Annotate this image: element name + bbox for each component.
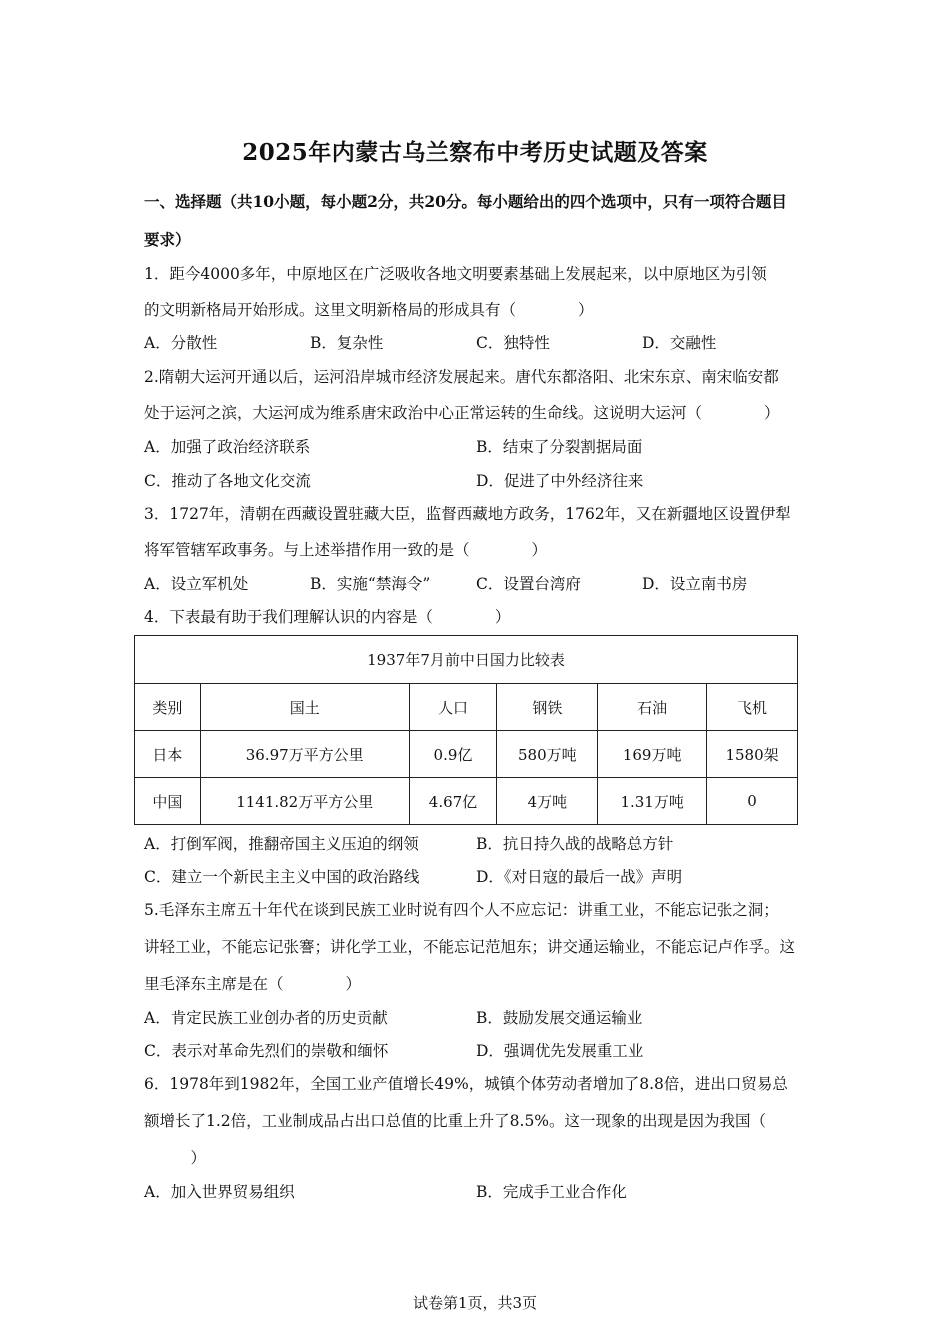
q2-option-d: D．促进了中外经济往来	[476, 472, 644, 490]
q5-stem-line1: 5.毛泽东主席五十年代在谈到民族工业时说有四个人不应忘记：讲重工业，不能忘记张之洞；	[144, 901, 779, 919]
q3-stem-line1: 3．1727年，清朝在西藏设置驻藏大臣，监督西藏地方政务，1762年，又在新疆地区设置伊犁	[144, 505, 791, 523]
q6-option-b: B．完成手工业合作化	[476, 1183, 627, 1201]
comparison-table	[134, 635, 798, 825]
table-row	[135, 731, 798, 778]
table-cell: 1141.82万平方公里	[200, 778, 409, 825]
table-cell: 中国	[135, 778, 201, 825]
q6-option-a: A．加入世界贸易组织	[144, 1183, 295, 1201]
q1-stem-line2: 的文明新格局开始形成。这里文明新格局的形成具有（ ）	[144, 301, 594, 319]
table-header-cell: 国土	[200, 684, 409, 731]
table-cell: 4万吨	[497, 778, 598, 825]
q2-option-b: B．结束了分裂割据局面	[476, 438, 643, 456]
q2-option-c: C．推动了各地文化交流	[144, 472, 311, 490]
q6-stem-line2: 额增长了1.2倍，工业制成品占出口总值的比重上升了8.5%。这一现象的出现是因为我国（	[144, 1112, 767, 1130]
table-row	[135, 778, 798, 825]
table-cell: 169万吨	[598, 731, 707, 778]
section-heading-line2: 要求）	[144, 230, 191, 249]
q1-option-b: B．复杂性	[310, 334, 384, 352]
section-heading-line1: 一、选择题（共10小题，每小题2分，共20分。每小题给出的四个选项中，只有一项符合题目	[144, 192, 787, 211]
q4-stem-line1: 4．下表最有助于我们理解认识的内容是（ ）	[144, 608, 511, 626]
q4-option-b: B．抗日持久战的战略总方针	[476, 835, 674, 853]
q5-stem-line2: 讲轻工业，不能忘记张謇；讲化学工业，不能忘记范旭东；讲交通运输业，不能忘记卢作孚。这	[144, 938, 796, 956]
page-footer: 试卷第1页，共3页	[412, 1294, 538, 1312]
table-header-cell: 类别	[135, 684, 201, 731]
q2-stem-line2: 处于运河之滨，大运河成为维系唐宋政治中心正常运转的生命线。这说明大运河（ ）	[144, 404, 780, 422]
q2-stem-line1: 2.隋朝大运河开通以后，运河沿岸城市经济发展起来。唐代东都洛阳、北宋东京、南宋临安都	[144, 368, 779, 386]
table-cell: 0.9亿	[409, 731, 497, 778]
q5-stem-line3: 里毛泽东主席是在（ ）	[144, 975, 362, 993]
q6-stem-line1: 6．1978年到1982年，全国工业产值增长49%，城镇个体劳动者增加了8.8倍，进出口贸易总	[144, 1075, 788, 1093]
table-header-cell: 飞机	[707, 684, 798, 731]
q3-option-b: B．实施“禁海令”	[310, 575, 431, 593]
q1-option-a: A．分散性	[144, 334, 218, 352]
q6-stem-line3: ）	[144, 1149, 207, 1167]
q5-option-d: D．强调优先发展重工业	[476, 1042, 644, 1060]
table-header-cell: 钢铁	[497, 684, 598, 731]
table-caption: 1937年7月前中日国力比较表	[135, 636, 798, 684]
q3-stem-line2: 将军管辖军政事务。与上述举措作用一致的是（ ）	[144, 541, 548, 559]
q4-option-a: A．打倒军阀，推翻帝国主义压迫的纲领	[144, 835, 419, 853]
table-header-cell: 人口	[409, 684, 497, 731]
q3-option-c: C．设置台湾府	[476, 575, 581, 593]
page-title: 2025年内蒙古乌兰察布中考历史试题及答案	[242, 139, 708, 166]
table-header-row	[135, 684, 798, 731]
table-cell: 580万吨	[497, 731, 598, 778]
table-cell: 36.97万平方公里	[200, 731, 409, 778]
q3-option-d: D．设立南书房	[642, 575, 748, 593]
table-header-cell: 石油	[598, 684, 707, 731]
table-cell: 4.67亿	[409, 778, 497, 825]
q1-option-c: C．独特性	[476, 334, 550, 352]
table-cell: 日本	[135, 731, 201, 778]
q1-stem-line1: 1．距今4000多年，中原地区在广泛吸收各地文明要素基础上发展起来，以中原地区为引领	[144, 265, 767, 283]
q3-option-a: A．设立军机处	[144, 575, 249, 593]
table-cell: 0	[707, 778, 798, 825]
table-cell: 1580架	[707, 731, 798, 778]
q4-option-d: D．《对日寇的最后一战》声明	[476, 868, 683, 886]
q1-option-d: D．交融性	[642, 334, 717, 352]
q2-option-a: A．加强了政治经济联系	[144, 438, 311, 456]
q5-option-b: B．鼓励发展交通运输业	[476, 1009, 643, 1027]
q5-option-c: C．表示对革命先烈们的崇敬和缅怀	[144, 1042, 389, 1060]
q5-option-a: A．肯定民族工业创办者的历史贡献	[144, 1009, 388, 1027]
q4-option-c: C．建立一个新民主主义中国的政治路线	[144, 868, 420, 886]
table-cell: 1.31万吨	[598, 778, 707, 825]
